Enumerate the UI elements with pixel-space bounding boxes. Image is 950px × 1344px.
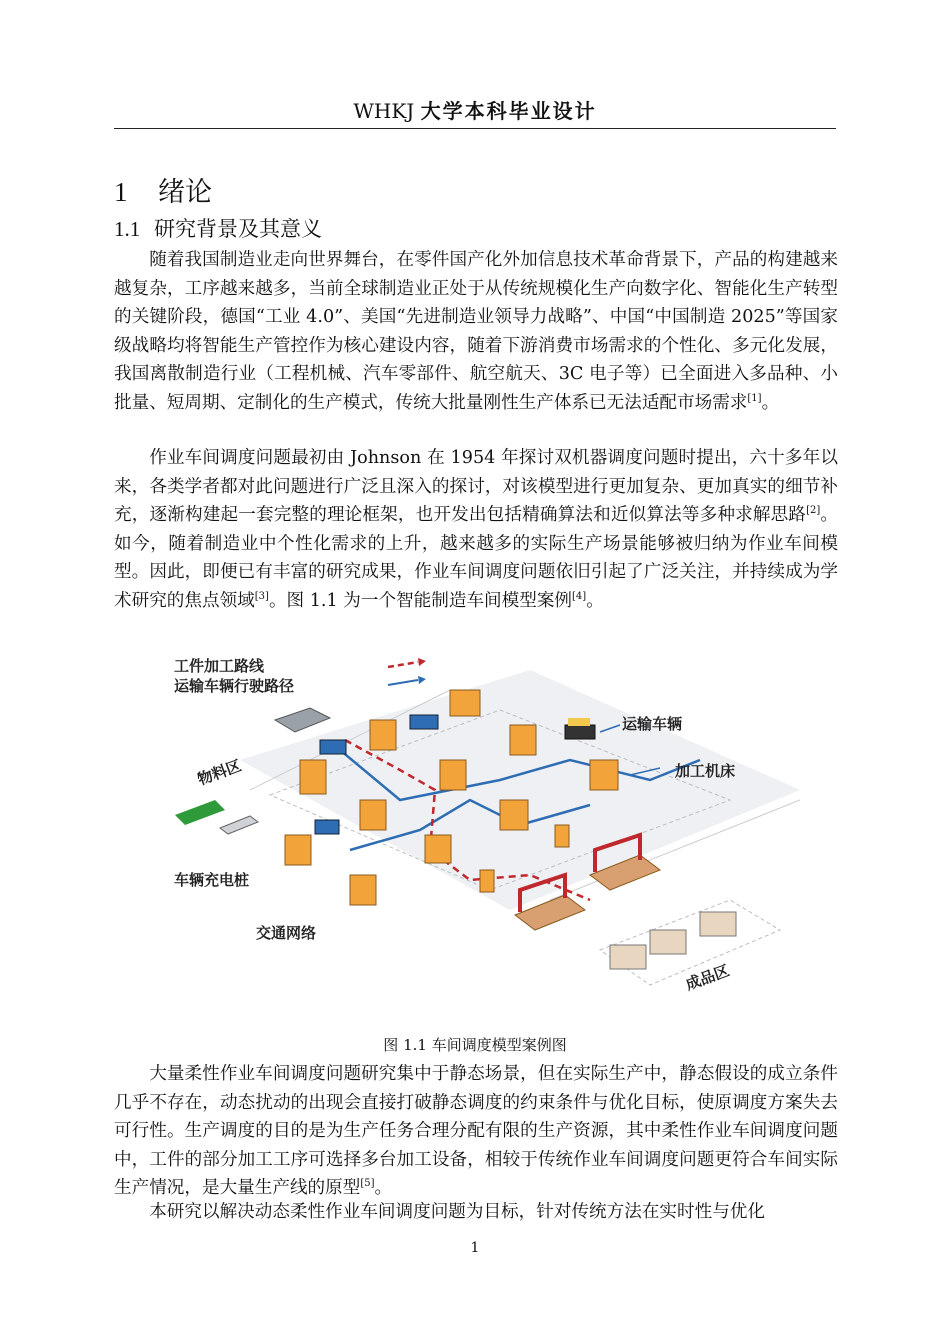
label-material-area: 物料区 (195, 756, 244, 789)
robot-arm-icon (555, 825, 569, 847)
finished-zone-outline (600, 900, 780, 985)
paragraph-1 (114, 246, 838, 418)
page-header (114, 94, 836, 129)
page-number: 1 (470, 1240, 480, 1256)
shelf-icon (700, 912, 736, 936)
paragraph-2-part-4: 。 (586, 590, 604, 611)
machine-icon (450, 690, 480, 716)
section-number: 1.1 (114, 217, 141, 241)
header-prefix: WHKJ (353, 99, 415, 123)
machine-icon (500, 800, 528, 830)
machine-icon (590, 760, 618, 790)
label-charging-pile: 车辆充电桩 (174, 871, 250, 889)
paragraph-2 (114, 444, 838, 616)
agv-vehicle-icon (565, 725, 595, 739)
machine-icon (510, 725, 536, 755)
machine-icon (360, 800, 386, 830)
chapter-number: 1 (114, 177, 128, 207)
shelf-icon (650, 930, 686, 954)
section-heading (114, 213, 322, 243)
machine-icon (285, 835, 311, 865)
paragraph-3 (114, 1060, 838, 1203)
paragraph-4-text: 本研究以解决动态柔性作业车间调度问题为目标，针对传统方法在实时性与优化 (149, 1202, 765, 1222)
legend-vehicle-label: 运输车辆行驶路径 (174, 677, 295, 695)
legend-route-line (388, 662, 418, 667)
chapter-heading (114, 170, 212, 209)
charging-vehicle-icon (220, 816, 258, 834)
citation-3[interactable]: [3] (254, 591, 269, 603)
paragraph-3-end: 。 (374, 1178, 393, 1199)
material-stack-icon (275, 708, 330, 732)
section-title: 研究背景及其意义 (154, 217, 322, 241)
shelf-icon (610, 945, 646, 969)
agv-vehicle-icon (568, 718, 590, 726)
label-finished-area: 成品区 (683, 961, 732, 994)
paragraph-3-text: 大量柔性作业车间调度问题研究集中于静态场景，但在实际生产中，静态假设的成立条件几乎不存在，动态扰动的出现会直接打破静态调度的约束条件与优化目标，使原调度方案失去可行性。生产调度的目的是为生产任务合理分配有限的生产资源，其中柔性作业车间调度问题中，工件的部分加工工序可选择多台加工设备，相较于传统作业车间调度问题更符合车间实际生产情况，是大量生产线的原型 (114, 1064, 838, 1199)
robot-arm-icon (480, 870, 494, 892)
machine-icon (440, 760, 466, 790)
machine-icon (350, 875, 376, 905)
machine-icon (425, 835, 451, 863)
paragraph-2-part-2: 。如今，随着制造业中个性化需求的上升，越来越多的实际生产场景能够被归纳为作业车间模型。因此，即便已有丰富的研究成果，作业车间调度问题依旧引起了广泛关注，并持续成为学术研究的焦点领域 (114, 505, 838, 611)
citation-2[interactable]: [2] (806, 505, 821, 517)
label-transport-vehicle: 运输车辆 (622, 715, 683, 733)
paragraph-1-text: 随着我国制造业走向世界舞台，在零件国产化外加信息技术革命背景下，产品的构建越来越复杂，工序越来越多，当前全球制造业正处于从传统规模化生产向数字化、智能化生产转型的关键阶段，德国“工业 4.0”、美国“先进制造业领导力战略”、中国“中国制造 2025”等国家级战略均将智能生产管控作为核心建设内容，随着下游消费市场需求的个性化、多元化发展，我国离散制造行业（工程机械、汽车零部件、航空航天、3C 电子等）已全面进入多品种、小批量、短周期、定制化的生产模式，传统大批量刚性生产体系已无法适配市场需求 (114, 250, 838, 413)
label-machine-tool: 加工机床 (675, 762, 736, 780)
machine-icon (370, 720, 396, 750)
citation-5[interactable]: [5] (360, 1178, 375, 1190)
paragraph-1-end: 。 (761, 392, 780, 413)
legend-route-label: 工件加工路线 (174, 657, 265, 675)
header-title: 大学本科毕业设计 (420, 99, 597, 123)
chapter-title: 绪论 (158, 177, 212, 208)
paragraph-2-part-3: 。图 1.1 为一个智能制造车间模型案例 (268, 590, 573, 611)
paragraph-4 (114, 1198, 838, 1227)
charging-pad-icon (175, 800, 225, 825)
agv-vehicle-icon (320, 740, 346, 754)
agv-vehicle-icon (315, 820, 339, 834)
citation-1[interactable]: [1] (747, 393, 762, 405)
legend-route-arrow (418, 658, 426, 666)
finished-goods-shelves (610, 912, 736, 969)
figure-caption: 图 1.1 车间调度模型案例图 (383, 1036, 567, 1054)
label-traffic-network: 交通网络 (256, 924, 317, 942)
agv-vehicle-icon (410, 715, 438, 729)
machine-icon (300, 760, 326, 794)
legend-vehicle-line (388, 680, 418, 685)
citation-4[interactable]: [4] (572, 591, 587, 603)
workshop-figure (170, 650, 800, 1025)
paragraph-2-part-1: 作业车间调度问题最初由 Johnson 在 1954 年探讨双机器调度问题时提出，六十多年以来，各类学者都对此问题进行广泛且深入的探讨，对该模型进行更加复杂、更加真实的细节补充，逐渐构建起一套完整的理论框架，也开发出包括精确算法和近似算法等多种求解思路 (114, 448, 838, 526)
legend-vehicle-arrow (418, 676, 426, 684)
